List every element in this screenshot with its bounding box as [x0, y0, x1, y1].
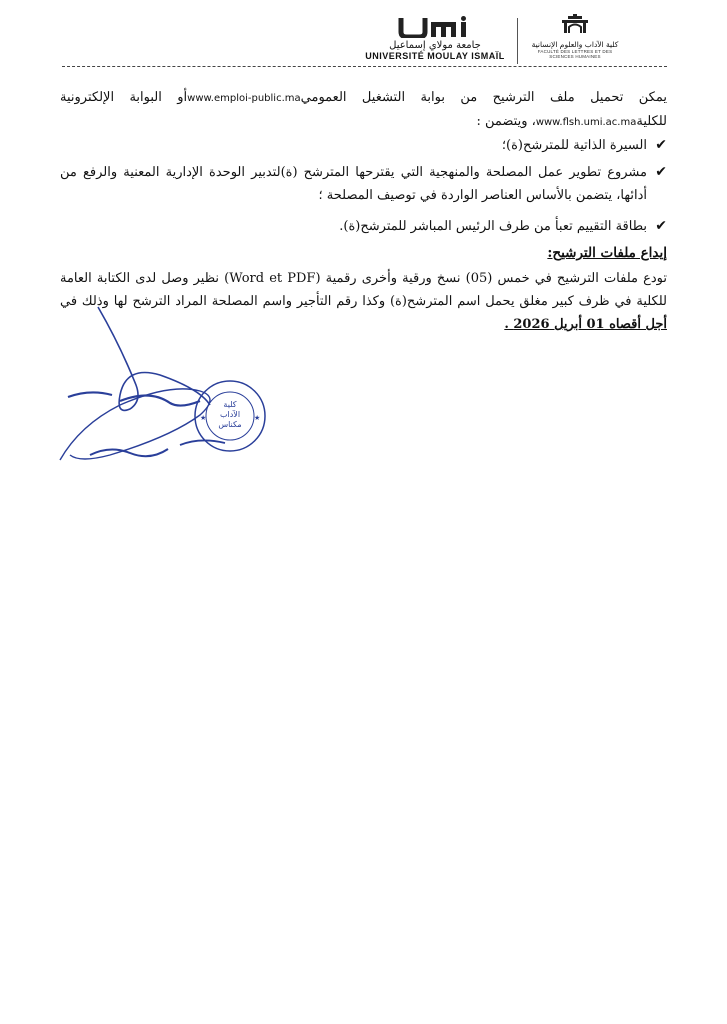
faculty-gate-icon	[560, 14, 590, 34]
university-block	[360, 16, 510, 61]
university-name-ar: جامعة مولاي إسماعيل	[389, 40, 481, 51]
svg-text:★: ★	[200, 414, 207, 422]
intro-text-2: أو البوابة الإلكترونية للكلية	[60, 90, 667, 129]
deadline-text: أجل أقصاه 01 أبريل 2026 .	[504, 317, 667, 332]
deposit-heading: إيداع ملفات الترشيح:	[547, 245, 667, 261]
faculty-name-fr: FACULTÉ DES LETTRES ET DES SCIENCES HUMAINES	[537, 49, 613, 59]
letterhead	[0, 10, 727, 70]
deposit-text: تودع ملفات الترشيح في خمس (05) نسخ ورقية وأخرى رقمية (Word et PDF) نظير وصل لدى الكتابة العامة للكلية في ظرف كبير مغلق يحمل اسم المترشح(ة) وكذا رقم التأجير واسم المصلحة المراد الترشح لها وذلك في	[60, 271, 668, 309]
list-item-text: بطاقة التقييم تعبأ من طرف الرئيس المباشر للمترشح(ة).	[339, 219, 647, 234]
list-item	[60, 161, 667, 207]
university-name-fr: UNIVERSITÉ MOULAY ISMAÏL	[365, 51, 505, 61]
checkmark-icon: ✔	[655, 137, 667, 153]
checkmark-icon: ✔	[655, 218, 667, 234]
header-separator	[62, 66, 667, 67]
stamp-text	[200, 400, 260, 430]
svg-text:★: ★	[254, 414, 261, 422]
faculty-name-ar: كلية الآداب والعلوم الإنسانية	[531, 40, 619, 49]
stamp-line-2: الآداب	[219, 410, 241, 419]
stamp-line-1: كلية	[223, 400, 237, 409]
umi-logo-icon	[360, 16, 510, 38]
intro-text-1: يمكن تحميل ملف الترشيح من بوابة التشغيل العمومي	[300, 90, 667, 105]
faculty-website-link[interactable]: www.flsh.umi.ac.ma	[535, 117, 637, 128]
document-body	[60, 86, 667, 336]
list-item	[60, 215, 667, 238]
faculty-block	[525, 14, 625, 59]
stamp-line-3: مكناس	[218, 420, 242, 429]
intro-text-3: ، ويتضمن :	[476, 114, 536, 129]
header-divider	[517, 18, 518, 64]
list-item	[60, 134, 667, 157]
checkmark-icon: ✔	[655, 164, 667, 180]
intro-paragraph	[60, 86, 667, 134]
list-item-text: مشروع تطوير عمل المصلحة والمنهجية التي يقترحها المترشح (ة)لتدبير الوحدة الإدارية المعنية والرفع من أدائها، يتضمن بالأساس العناصر الواردة في توصيف المصلحة ؛	[60, 165, 647, 203]
emploi-public-link[interactable]: www.emploi-public.ma	[187, 93, 301, 104]
list-item-text: السيرة الذاتية للمترشح(ة)؛	[501, 138, 647, 153]
